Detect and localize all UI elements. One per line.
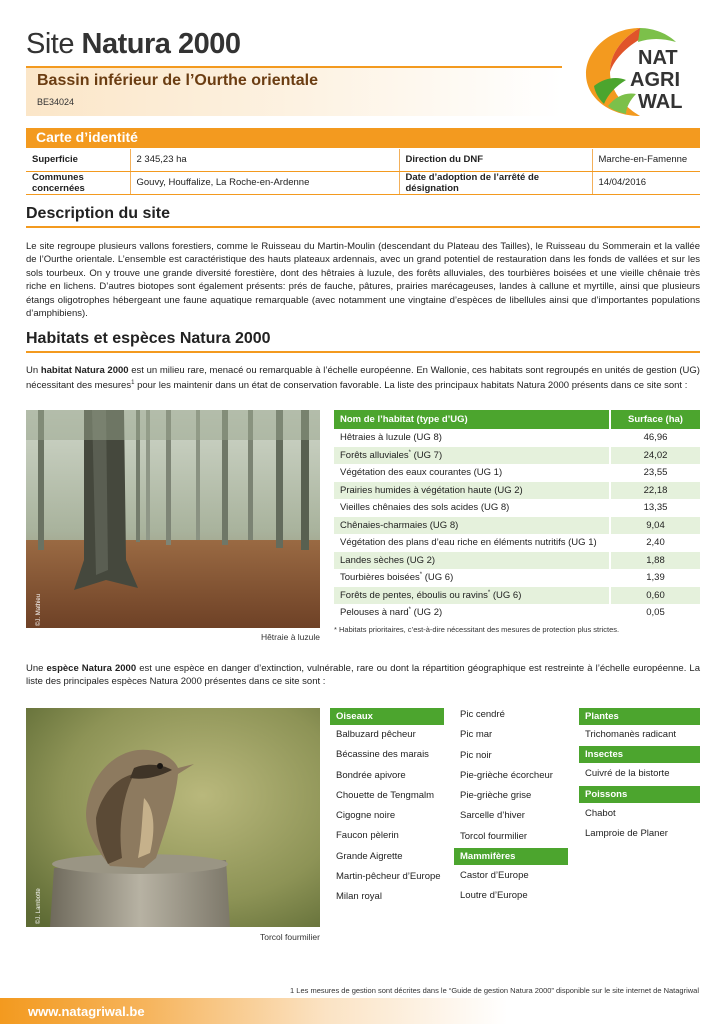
description-text: Le site regroupe plusieurs vallons forestiers, comme le Ruisseau du Martin-Moulin (descendant du Plateau des Tailles), le Ruisseau du Sommerain et la vallée de l’Ourthe orientale. L’ensemble est caractéristique des hauts plateaux ardennais, avec un grand potentiel de restauration dans les fonds de vallées et sur les sols tourbeux. On y trouve une grande diversité forestière, dont des hêtraies à luzule, des forêts alluviales, des tourbières boisées et une vieille chênaie très riche en lichens. D’autres biotopes sont également présents: prés de fauche, pâtures, prairies marécageuses, landes à callune et myrtille, ainsi que plusieurs étangs oligotrophes hébergeant une faune aquatique remarquable (avec notamment une vingtaine d’espèces de libellules ainsi que d’importantes populations d’amphibiens). bbox=[26, 241, 700, 320]
species-item: Pic cendré bbox=[460, 709, 505, 720]
footer-url-link[interactable]: www.natagriwal.be bbox=[28, 1004, 145, 1019]
habitat-photo-caption: Hêtraie à luzule bbox=[260, 632, 320, 642]
habitat-row bbox=[334, 534, 700, 552]
species-item: Pie-grièche grise bbox=[460, 790, 532, 802]
wryneck-photo bbox=[26, 708, 320, 927]
species-item: Trichomanès radicant bbox=[585, 729, 676, 740]
habitat-row bbox=[334, 604, 700, 622]
habitat-surface: 23,55 bbox=[610, 464, 700, 482]
habitat-name: Hêtraies à luzule (UG 8) bbox=[334, 429, 610, 447]
habitats-note: * Habitats prioritaires, c’est-à-dire nécessitant des mesures de protection plus strictes. bbox=[334, 625, 620, 634]
natagriwal-logo bbox=[580, 24, 700, 120]
identity-value: 14/04/2016 bbox=[592, 171, 700, 194]
photo-credit: ©J. Mathieu bbox=[36, 593, 42, 626]
identity-table bbox=[26, 149, 700, 195]
species-item: Cuivré de la bistorte bbox=[585, 768, 670, 780]
identity-value: Marche-en-Famenne bbox=[592, 149, 700, 171]
species-item: Bondrée apivore bbox=[336, 769, 406, 781]
logo-text-3: WAL bbox=[638, 91, 683, 113]
habitats-table bbox=[334, 410, 700, 622]
habitat-name: Vieilles chênaies des sols acides (UG 8) bbox=[334, 499, 610, 517]
species-item: Faucon pèlerin bbox=[336, 830, 399, 842]
species-item: Milan royal bbox=[336, 891, 382, 903]
site-name: Bassin inférieur de l’Ourthe orientale bbox=[37, 72, 318, 89]
habitat-row bbox=[334, 429, 700, 447]
habitat-surface: 13,35 bbox=[610, 499, 700, 517]
species-item: Sarcelle d’hiver bbox=[460, 810, 525, 822]
habitat-row bbox=[334, 482, 700, 500]
species-column-plants-insects-fish bbox=[579, 708, 700, 844]
species-group-header: Oiseaux bbox=[330, 708, 444, 725]
identity-key: Superficie bbox=[26, 149, 130, 171]
habitat-row bbox=[334, 552, 700, 570]
habitat-row bbox=[334, 587, 700, 605]
species-item: Torcol fourmilier bbox=[460, 830, 528, 842]
species-item: Pic noir bbox=[460, 749, 492, 761]
footer bbox=[0, 998, 725, 1024]
species-intro: Une espèce Natura 2000 est une espèce en danger d’extinction, vulnérable, rare ou dont la répartition géographique est restreinte à l’échelle européenne. La liste des principales espèces Natura 2000 présentes dans ce site sont : bbox=[26, 663, 700, 688]
species-item: Castor d’Europe bbox=[460, 870, 529, 882]
identity-row bbox=[26, 171, 700, 194]
logo-text-2: AGRI bbox=[630, 69, 680, 91]
species-item: Lamproie de Planer bbox=[585, 827, 668, 839]
habitat-surface-header: Surface (ha) bbox=[610, 410, 700, 429]
species-item: Bécassine des marais bbox=[336, 749, 429, 761]
habitat-name-header: Nom de l’habitat (type d’UG) bbox=[334, 410, 610, 429]
species-item: Pie-grièche écorcheur bbox=[460, 769, 553, 781]
habitat-name: Prairies humides à végétation haute (UG 2) bbox=[334, 482, 610, 500]
species-group-header: Plantes bbox=[579, 708, 700, 725]
identity-row bbox=[26, 149, 700, 171]
species-photo-caption: Torcol fourmilier bbox=[260, 932, 320, 942]
habitat-surface: 22,18 bbox=[610, 482, 700, 500]
description-title: Description du site bbox=[26, 205, 171, 222]
species-group-header: Poissons bbox=[579, 786, 700, 803]
identity-key: Date d’adoption de l’arrêté de désignation bbox=[399, 171, 592, 194]
habitat-surface: 46,96 bbox=[610, 429, 700, 447]
habitats-title: Habitats et espèces Natura 2000 bbox=[26, 330, 271, 347]
habitat-name: Forêts de pentes, éboulis ou ravins* (UG 6) bbox=[334, 587, 610, 605]
habitat-surface: 1,88 bbox=[610, 552, 700, 570]
species-item: Martin-pêcheur d’Europe bbox=[336, 871, 441, 883]
beech-forest-photo bbox=[26, 410, 320, 628]
habitats-intro: Un habitat Natura 2000 est un milieu rare, menacé ou remarquable à l’échelle européenne. En Wallonie, ces habitats sont regroupés en unités de gestion (UG) nécessitant des mesures$^1$ pour les maintenir dans un état de conservation favorable. La liste des principaux habitats Natura 2000 présents dans ce site sont : bbox=[26, 365, 700, 392]
habitats-header-row bbox=[334, 410, 700, 429]
identity-header bbox=[26, 128, 700, 148]
identity-key: Direction du DNF bbox=[399, 149, 592, 171]
identity-key: Communes concernées bbox=[26, 171, 130, 194]
species-item: Cigogne noire bbox=[336, 810, 396, 822]
habitat-surface: 2,40 bbox=[610, 534, 700, 552]
site-code: BE34024 bbox=[37, 97, 75, 107]
species-item: Grande Aigrette bbox=[336, 850, 403, 862]
description-divider bbox=[26, 226, 700, 228]
photo-credit: ©J. Lambotte bbox=[36, 888, 42, 924]
habitat-row bbox=[334, 499, 700, 517]
habitat-row bbox=[334, 447, 700, 465]
habitat-row bbox=[334, 569, 700, 587]
habitat-row bbox=[334, 517, 700, 535]
species-column-birds bbox=[330, 708, 444, 908]
identity-value: 2 345,23 ha bbox=[130, 149, 399, 171]
species-column-birds-mammals bbox=[454, 705, 568, 907]
habitat-name: Chênaies-charmaies (UG 8) bbox=[334, 517, 610, 535]
habitat-surface: 0,05 bbox=[610, 604, 700, 622]
habitat-name: Tourbières boisées* (UG 6) bbox=[334, 569, 610, 587]
logo-text-1: NAT bbox=[638, 47, 678, 69]
species-item: Loutre d’Europe bbox=[460, 890, 528, 902]
species-item: Chouette de Tengmalm bbox=[336, 789, 435, 801]
species-item: Chabot bbox=[585, 807, 616, 819]
species-group-header: Mammifères bbox=[454, 848, 568, 865]
habitat-surface: 0,60 bbox=[610, 587, 700, 605]
habitat-surface: 24,02 bbox=[610, 447, 700, 465]
identity-value: Gouvy, Houffalize, La Roche-en-Ardenne bbox=[130, 171, 399, 194]
habitat-name: Landes sèches (UG 2) bbox=[334, 552, 610, 570]
species-group-header: Insectes bbox=[579, 746, 700, 763]
title-prefix: Site bbox=[26, 28, 82, 60]
habitats-divider bbox=[26, 351, 700, 353]
footnote: 1 Les mesures de gestion sont décrites dans le “Guide de gestion Natura 2000” disponible sur le site internet de Natagriwal bbox=[290, 986, 699, 995]
page-title bbox=[26, 28, 240, 61]
habitat-name: Végétation des eaux courantes (UG 1) bbox=[334, 464, 610, 482]
habitat-name: Végétation des plans d’eau riche en éléments nutritifs (UG 1) bbox=[334, 534, 610, 552]
habitat-row bbox=[334, 464, 700, 482]
habitat-name: Pelouses à nard* (UG 2) bbox=[334, 604, 610, 622]
habitat-name: Forêts alluviales* (UG 7) bbox=[334, 447, 610, 465]
species-item: Balbuzard pêcheur bbox=[336, 729, 416, 740]
title-bold: Natura 2000 bbox=[81, 28, 241, 60]
identity-title: Carte d’identité bbox=[36, 129, 138, 145]
habitat-surface: 9,04 bbox=[610, 517, 700, 535]
habitat-surface: 1,39 bbox=[610, 569, 700, 587]
species-item: Pic mar bbox=[460, 729, 493, 741]
